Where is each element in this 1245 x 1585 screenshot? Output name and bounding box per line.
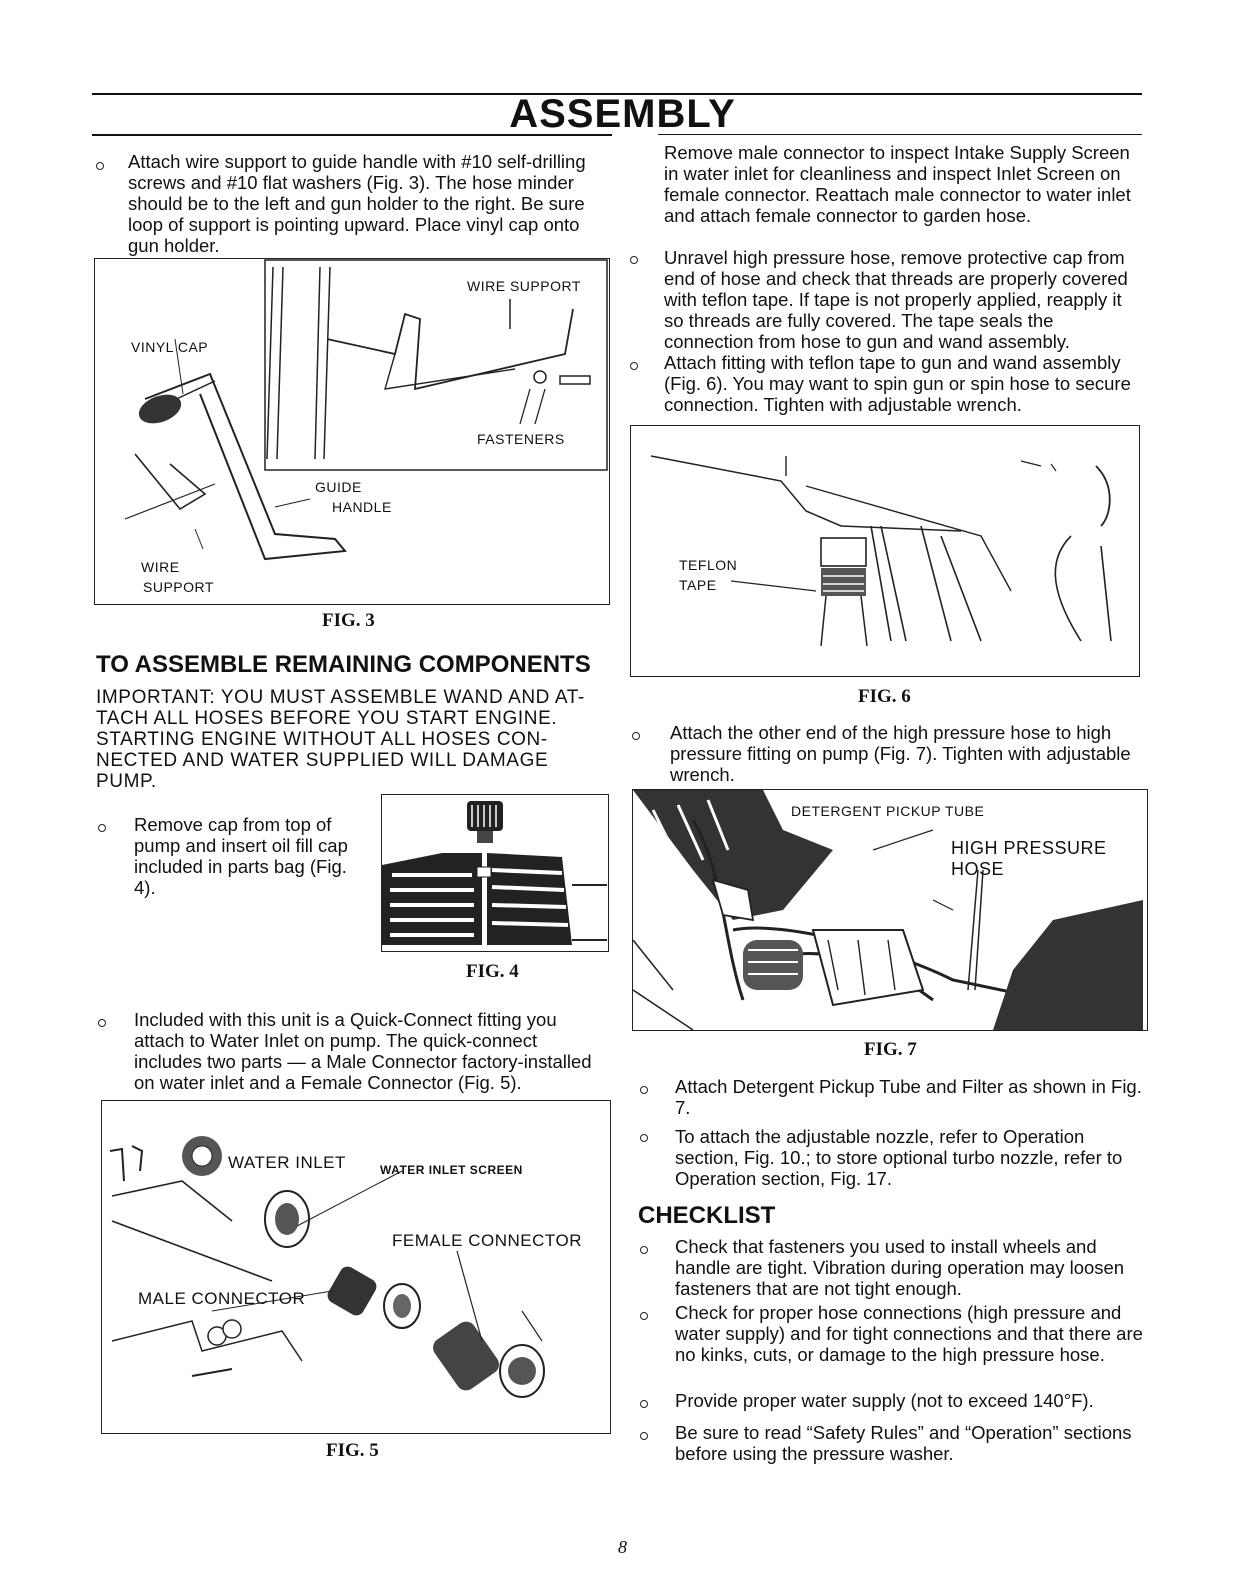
remove-male-connector-instruction: Remove male connector to inspect Intake Supply Screen in water inlet for cleanliness and inspect Inlet Screen on female connector. Reattach male connector to water inlet and attach female connector to garden hose. (664, 142, 1131, 226)
important-line: TACH ALL HOSES BEFORE YOU START ENGINE. (96, 708, 558, 729)
bullet-marker (630, 362, 638, 370)
quick-connect-instruction: Included with this unit is a Quick-Connect fitting you attach to Water Inlet on pump. The quick-connect includes two parts — a Male Connector factory-installed on water inlet and a Female Connector (Fig. 5). (134, 1009, 592, 1093)
figure-4 (381, 794, 609, 952)
fig3-label-handle: HANDLE (332, 499, 392, 515)
detergent-tube-instruction: Attach Detergent Pickup Tube and Filter as shown in Fig. 7. (675, 1076, 1142, 1118)
figure-7 (632, 789, 1148, 1031)
fig4-drawing (382, 795, 608, 951)
page-title: ASSEMBLY (509, 92, 736, 136)
fig7-drawing (633, 790, 1147, 1030)
bullet-marker (640, 1246, 648, 1254)
fig5-label-water-inlet: WATER INLET (228, 1153, 346, 1172)
fig5-caption: FIG. 5 (326, 1440, 379, 1461)
fig5-drawing (102, 1101, 610, 1433)
important-line: IMPORTANT: YOU MUST ASSEMBLE WAND AND AT- (96, 687, 585, 708)
fig3-label-vinyl-cap: VINYL CAP (131, 339, 209, 355)
fig7-label-high-pressure: HIGH PRESSURE (951, 838, 1107, 858)
section-title-checklist: CHECKLIST (638, 1202, 776, 1229)
section-title-remaining-components: TO ASSEMBLE REMAINING COMPONENTS (96, 651, 591, 678)
bullet-marker (640, 1432, 648, 1440)
bullet-marker (632, 732, 640, 740)
figure-6 (630, 425, 1140, 677)
checklist-item: Provide proper water supply (not to exceed 140°F). (675, 1390, 1094, 1411)
bullet-marker (96, 162, 104, 170)
fig7-label-detergent-tube: DETERGENT PICKUP TUBE (791, 803, 985, 819)
unravel-hose-instruction: Unravel high pressure hose, remove protective cap from end of hose and check that threads are properly covered with teflon tape. If tape is not properly applied, reapply it so threads are fully covered. The tape seals the connection from hose to gun and wand assembly. (664, 247, 1128, 352)
fig5-label-water-inlet-screen: WATER INLET SCREEN (380, 1163, 523, 1177)
fig3-label-wire-support: WIRE SUPPORT (467, 278, 581, 294)
attach-other-end-instruction: Attach the other end of the high pressure hose to high pressure fitting on pump (Fig. 7). Tighten with adjustable wrench. (670, 722, 1131, 785)
fig5-label-female-connector: FEMALE CONNECTOR (392, 1231, 582, 1250)
figure-5 (101, 1100, 611, 1434)
fig7-label-hose: HOSE (951, 859, 1005, 879)
fig4-caption: FIG. 4 (466, 961, 519, 982)
fig6-label-tape: TAPE (679, 577, 717, 593)
checklist-item: Be sure to read “Safety Rules” and “Operation” sections before using the pressure washer. (675, 1422, 1132, 1464)
fig6-caption: FIG. 6 (858, 686, 911, 707)
important-line: NECTED AND WATER SUPPLIED WILL DAMAGE (96, 750, 549, 771)
bullet-marker (640, 1400, 648, 1408)
fig3-label-support: SUPPORT (143, 579, 214, 595)
fig6-label-teflon: TEFLON (679, 557, 738, 573)
header-rule-bottom (92, 134, 612, 136)
header-rule-bottom-right (658, 134, 1142, 135)
bullet-marker (640, 1134, 648, 1142)
oil-cap-instruction: Remove cap from top of pump and insert oil fill cap included in parts bag (Fig. 4). (134, 814, 348, 898)
bullet-marker (630, 256, 638, 264)
bullet-marker (640, 1086, 648, 1094)
attach-fitting-instruction: Attach fitting with teflon tape to gun and wand assembly (Fig. 6). You may want to spin gun or spin hose to secure connection. Tighten with adjustable wrench. (664, 352, 1131, 415)
checklist-item: Check that fasteners you used to install wheels and handle are tight. Vibration during operation may loosen fasteners that are not tight enough. (675, 1236, 1125, 1299)
important-line: STARTING ENGINE WITHOUT ALL HOSES CON- (96, 729, 548, 750)
fig5-label-male-connector: MALE CONNECTOR (138, 1289, 306, 1308)
fig6-drawing (631, 426, 1139, 676)
checklist-item: Check for proper hose connections (high pressure and water supply) and for tight connections and that there are no kinks, cuts, or damage to the high pressure hose. (675, 1302, 1143, 1365)
fig3-caption: FIG. 3 (322, 610, 375, 631)
fig3-label-fasteners: FASTENERS (477, 431, 565, 447)
important-warning (96, 687, 606, 792)
nozzle-instruction: To attach the adjustable nozzle, refer to Operation section, Fig. 10.; to store optional turbo nozzle, refer to Operation section, Fig. 17. (675, 1126, 1123, 1189)
bullet-marker (98, 824, 106, 832)
important-line: PUMP. (96, 771, 157, 792)
fig3-label-guide: GUIDE (315, 479, 362, 495)
bullet-marker (640, 1312, 648, 1320)
fig3-label-wire: WIRE (141, 559, 180, 575)
fig7-caption: FIG. 7 (864, 1039, 917, 1060)
wire-support-instruction: Attach wire support to guide handle with #10 self-drilling screws and #10 flat washers (Fig. 3). The hose minder should be to the left and gun holder to the right. Be sure loop of support is pointing upward. Place vinyl cap onto gun holder. (128, 151, 586, 256)
page-number: 8 (618, 1537, 627, 1557)
bullet-marker (98, 1019, 106, 1027)
figure-3 (94, 258, 610, 605)
